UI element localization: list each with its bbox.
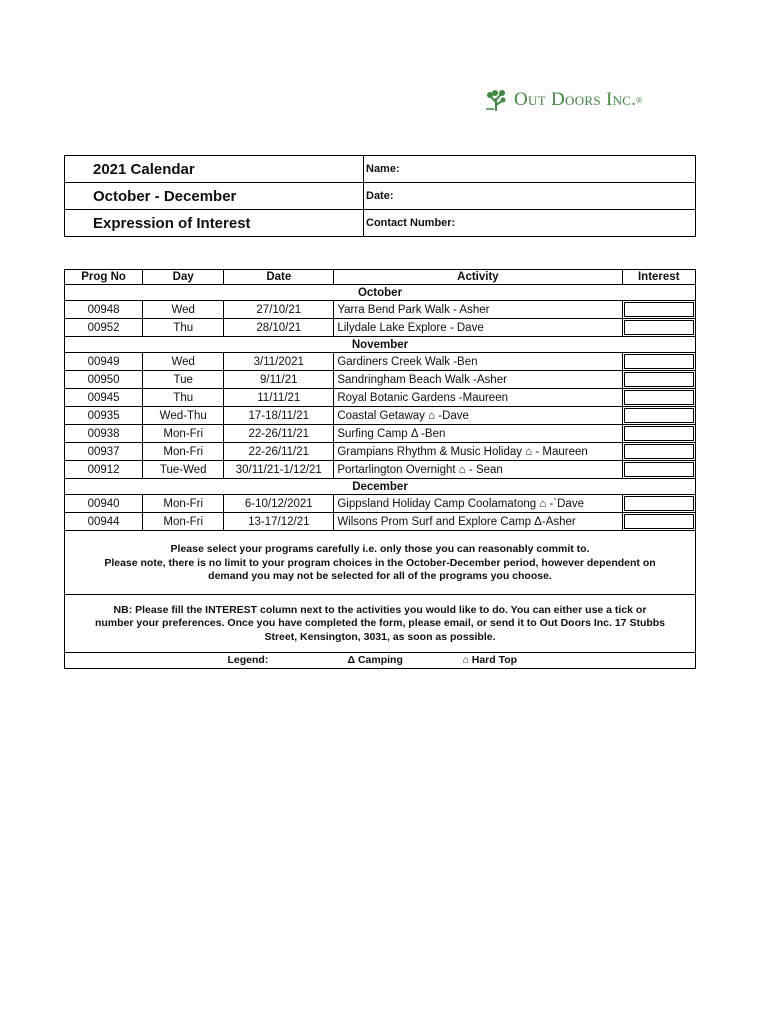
interest-input[interactable] — [624, 426, 694, 441]
day-cell: Wed — [143, 353, 224, 371]
prog-no-cell: 00938 — [65, 425, 143, 443]
interest-cell — [622, 353, 695, 371]
selection-note — [65, 531, 696, 595]
interest-input[interactable] — [624, 302, 694, 317]
date-cell: 9/11/21 — [224, 371, 334, 389]
day-cell: Mon-Fri — [143, 513, 224, 531]
month-row — [65, 285, 696, 301]
interest-input[interactable] — [624, 444, 694, 459]
day-cell: Mon-Fri — [143, 443, 224, 461]
interest-cell — [622, 301, 695, 319]
activity-cell: Surfing Camp Δ -Ben — [334, 425, 622, 443]
day-cell: Mon-Fri — [143, 495, 224, 513]
instruction-note-row — [65, 594, 696, 653]
logo-text: Out Doors Inc. — [514, 89, 637, 110]
instruction-note — [65, 594, 696, 653]
interest-input[interactable] — [624, 462, 694, 477]
interest-input[interactable] — [624, 354, 694, 369]
legend-label: Legend: — [227, 653, 269, 666]
col-day: Day — [143, 270, 224, 285]
note-line: NB: Please fill the INTEREST column next to the activities you would like to do. You can either use a tick or — [113, 603, 647, 616]
form-title: Expression of Interest — [65, 210, 364, 237]
prog-no-cell: 00944 — [65, 513, 143, 531]
day-cell: Tue-Wed — [143, 461, 224, 479]
table-row — [65, 513, 696, 531]
table-header-row — [65, 270, 696, 285]
date-cell: 28/10/21 — [224, 319, 334, 337]
interest-input[interactable] — [624, 372, 694, 387]
interest-cell — [622, 371, 695, 389]
prog-no-cell: 00912 — [65, 461, 143, 479]
month-heading: November — [65, 337, 696, 353]
day-cell: Mon-Fri — [143, 425, 224, 443]
table-row — [65, 443, 696, 461]
interest-cell — [622, 443, 695, 461]
table-row — [65, 371, 696, 389]
logo-registered-mark: ® — [636, 95, 643, 105]
interest-input[interactable] — [624, 408, 694, 423]
activity-cell: Wilsons Prom Surf and Explore Camp Δ-Asher — [334, 513, 622, 531]
day-cell: Thu — [143, 389, 224, 407]
month-heading: October — [65, 285, 696, 301]
table-row — [65, 389, 696, 407]
legend — [65, 653, 696, 669]
activity-cell: Royal Botanic Gardens -Maureen — [334, 389, 622, 407]
activity-cell: Portarlington Overnight ⌂ - Sean — [334, 461, 622, 479]
activity-cell: Grampians Rhythm & Music Holiday ⌂ - Maureen — [334, 443, 622, 461]
date-cell: 27/10/21 — [224, 301, 334, 319]
note-line: Please select your programs carefully i.e. only those you can reasonably commit to. — [170, 543, 590, 555]
activity-cell: Lilydale Lake Explore - Dave — [334, 319, 622, 337]
note-line: number your preferences. Once you have completed the form, please email, or send it to Out Doors Inc. 17 Stubbs — [94, 617, 666, 629]
date-cell: 11/11/21 — [224, 389, 334, 407]
interest-cell — [622, 513, 695, 531]
table-row — [65, 353, 696, 371]
prog-no-cell: 00952 — [65, 319, 143, 337]
interest-input[interactable] — [624, 390, 694, 405]
month-row — [65, 479, 696, 495]
prog-no-cell: 00948 — [65, 301, 143, 319]
day-cell: Wed-Thu — [143, 407, 224, 425]
activity-cell: Gippsland Holiday Camp Coolamatong ⌂ -`Dave — [334, 495, 622, 513]
interest-cell — [622, 407, 695, 425]
note-line: Street, Kensington, 3031, as soon as possible. — [264, 630, 496, 643]
note-line: demand you may not be selected for all of the programs you choose. — [208, 570, 552, 582]
calendar-title: 2021 Calendar — [65, 156, 364, 183]
col-interest: Interest — [622, 270, 695, 285]
date-cell: 22-26/11/21 — [224, 443, 334, 461]
tree-logo-icon — [484, 88, 510, 112]
col-date: Date — [224, 270, 334, 285]
legend-row — [65, 653, 696, 669]
period-title: October - December — [65, 183, 364, 210]
activity-cell: Sandringham Beach Walk -Asher — [334, 371, 622, 389]
note-line: Please note, there is no limit to your program choices in the October-December period, however dependent on — [104, 556, 656, 569]
date-field[interactable]: Date: — [364, 183, 696, 210]
date-cell: 6-10/12/2021 — [224, 495, 334, 513]
month-heading: December — [65, 479, 696, 495]
date-cell: 22-26/11/21 — [224, 425, 334, 443]
company-logo — [484, 88, 642, 112]
interest-input[interactable] — [624, 496, 694, 511]
table-row — [65, 495, 696, 513]
activity-cell: Gardiners Creek Walk -Ben — [334, 353, 622, 371]
activity-cell: Yarra Bend Park Walk - Asher — [334, 301, 622, 319]
day-cell: Thu — [143, 319, 224, 337]
day-cell: Wed — [143, 301, 224, 319]
table-row — [65, 461, 696, 479]
table-row — [65, 301, 696, 319]
interest-cell — [622, 461, 695, 479]
program-table — [64, 269, 696, 669]
legend-hard-top: ⌂ Hard Top — [462, 653, 518, 666]
interest-input[interactable] — [624, 514, 694, 529]
prog-no-cell: 00940 — [65, 495, 143, 513]
interest-input[interactable] — [624, 320, 694, 335]
day-cell: Tue — [143, 371, 224, 389]
selection-note-row — [65, 531, 696, 595]
contact-number-field[interactable]: Contact Number: — [364, 210, 696, 237]
name-field[interactable]: Name: — [364, 156, 696, 183]
legend-camping: Δ Camping — [347, 653, 403, 666]
col-activity: Activity — [334, 270, 622, 285]
col-prog-no: Prog No — [65, 270, 143, 285]
table-row — [65, 425, 696, 443]
interest-cell — [622, 319, 695, 337]
table-row — [65, 407, 696, 425]
date-cell: 13-17/12/21 — [224, 513, 334, 531]
interest-cell — [622, 495, 695, 513]
date-cell: 30/11/21-1/12/21 — [224, 461, 334, 479]
prog-no-cell: 00935 — [65, 407, 143, 425]
date-cell: 3/11/2021 — [224, 353, 334, 371]
month-row — [65, 337, 696, 353]
table-row — [65, 319, 696, 337]
form-header-table — [64, 155, 696, 237]
prog-no-cell: 00945 — [65, 389, 143, 407]
interest-cell — [622, 389, 695, 407]
prog-no-cell: 00949 — [65, 353, 143, 371]
activity-cell: Coastal Getaway ⌂ -Dave — [334, 407, 622, 425]
prog-no-cell: 00950 — [65, 371, 143, 389]
date-cell: 17-18/11/21 — [224, 407, 334, 425]
interest-cell — [622, 425, 695, 443]
prog-no-cell: 00937 — [65, 443, 143, 461]
